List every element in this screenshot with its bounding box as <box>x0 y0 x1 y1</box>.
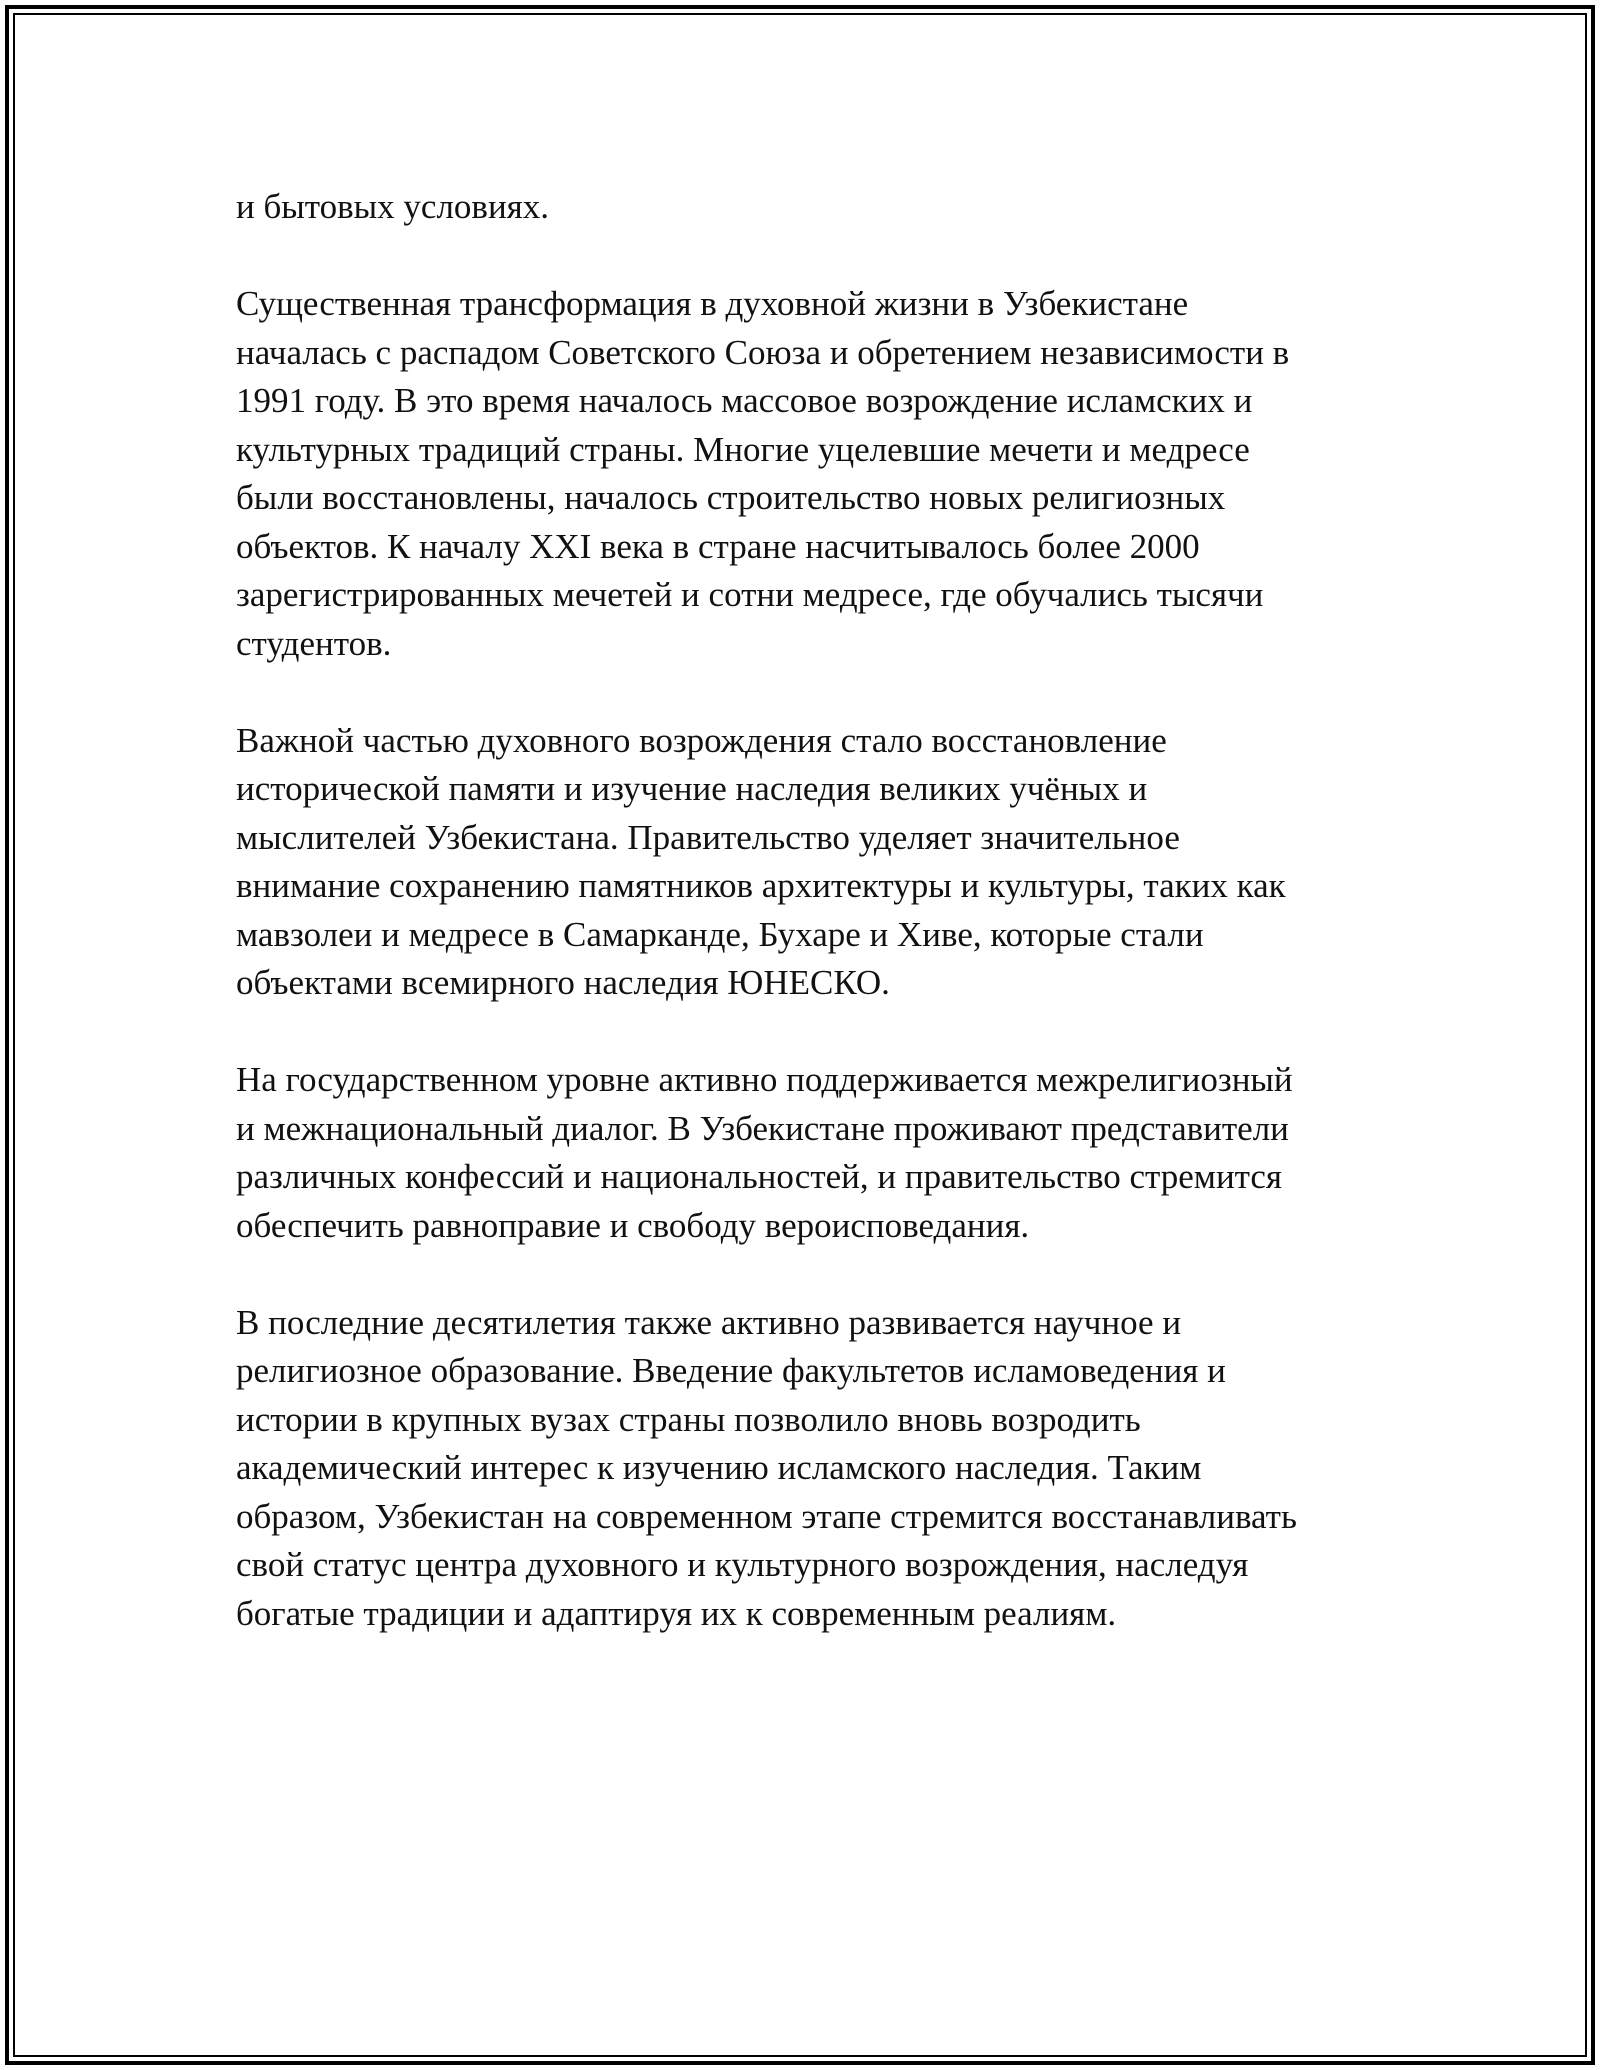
paragraph-4 <box>236 1056 1366 1250</box>
paragraph-5 <box>236 1299 1366 1639</box>
text-line: На государственном уровне активно поддерживается межрелигиозный <box>236 1060 1293 1099</box>
paragraph-2 <box>236 280 1366 668</box>
text-line: образом, Узбекистан на современном этапе стремится восстанавливать <box>236 1496 1297 1536</box>
text-line: объектами всемирного наследия ЮНЕСКО. <box>236 963 890 1002</box>
text-line: объектов. К началу XXI века в стране насчитывалось более 2000 <box>236 526 1200 566</box>
paragraph-gap <box>236 668 1366 717</box>
paragraph-1 <box>236 183 1366 232</box>
paragraph-3 <box>236 717 1366 1008</box>
text-line: обеспечить равноправие и свободу вероисповедания. <box>236 1205 1030 1245</box>
text-line: Важной частью духовного возрождения стало восстановление <box>236 720 1167 760</box>
document-body <box>236 183 1366 1638</box>
text-line: внимание сохранению памятников архитектуры и культуры, таких как <box>236 866 1286 905</box>
text-line: студентов. <box>236 623 392 663</box>
text-line: Существенная трансформация в духовной жизни в Узбекистане <box>236 284 1189 323</box>
text-line: различных конфессий и национальностей, и правительство стремится <box>236 1157 1283 1196</box>
paragraph-gap <box>236 232 1366 281</box>
text-line: мыслителей Узбекистана. Правительство уделяет значительное <box>236 817 1180 857</box>
paragraph-gap <box>236 1008 1366 1057</box>
paragraph-gap <box>236 1250 1366 1299</box>
text-line: 1991 году. В это время началось массовое возрождение исламских и <box>236 381 1253 420</box>
text-line: были восстановлены, началось строительство новых религиозных <box>236 478 1226 517</box>
text-line: и бытовых условиях. <box>236 187 550 226</box>
text-line: богатые традиции и адаптируя их к современным реалиям. <box>236 1593 1117 1633</box>
text-line: культурных традиций страны. Многие уцелевшие мечети и медресе <box>236 429 1250 469</box>
text-line: исторической памяти и изучение наследия великих учёных и <box>236 769 1148 808</box>
text-line: зарегистрированных мечетей и сотни медресе, где обучались тысячи <box>236 575 1264 614</box>
text-line: истории в крупных вузах страны позволило вновь возродить <box>236 1399 1141 1439</box>
text-line: мавзолеи и медресе в Самарканде, Бухаре и Хиве, которые стали <box>236 914 1204 954</box>
text-line: академический интерес к изучению исламского наследия. Таким <box>236 1448 1202 1487</box>
text-line: религиозное образование. Введение факультетов исламоведения и <box>236 1351 1226 1390</box>
text-line: и межнациональный диалог. В Узбекистане проживают представители <box>236 1108 1289 1148</box>
text-line: началась с распадом Советского Союза и обретением независимости в <box>236 332 1290 372</box>
text-line: В последние десятилетия также активно развивается научное и <box>236 1302 1182 1342</box>
text-line: свой статус центра духовного и культурного возрождения, наследуя <box>236 1545 1249 1584</box>
